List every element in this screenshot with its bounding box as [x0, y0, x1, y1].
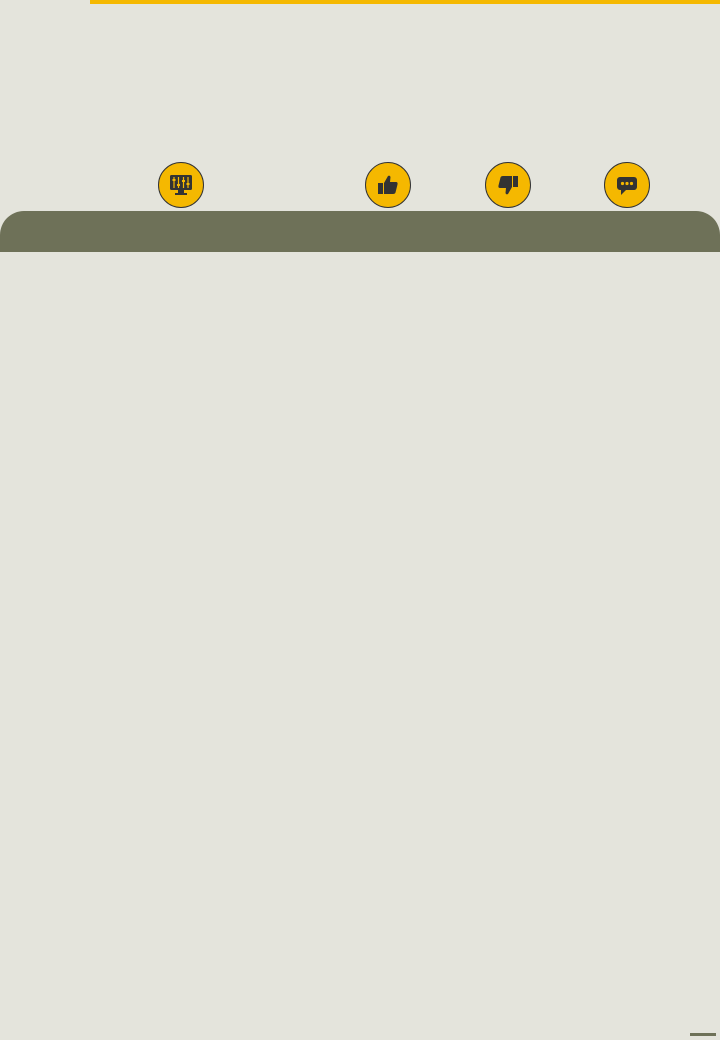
header-no	[447, 211, 567, 252]
thumbs-down-icon	[485, 162, 531, 208]
header-comments	[567, 211, 687, 252]
accent-bar	[90, 0, 720, 4]
thumbs-up-icon	[365, 162, 411, 208]
header-activities	[33, 211, 327, 252]
page-number-underline	[690, 1033, 716, 1036]
settings-sliders-monitor-icon	[158, 162, 204, 208]
chat-bubble-icon	[604, 162, 650, 208]
header-yes	[327, 211, 447, 252]
